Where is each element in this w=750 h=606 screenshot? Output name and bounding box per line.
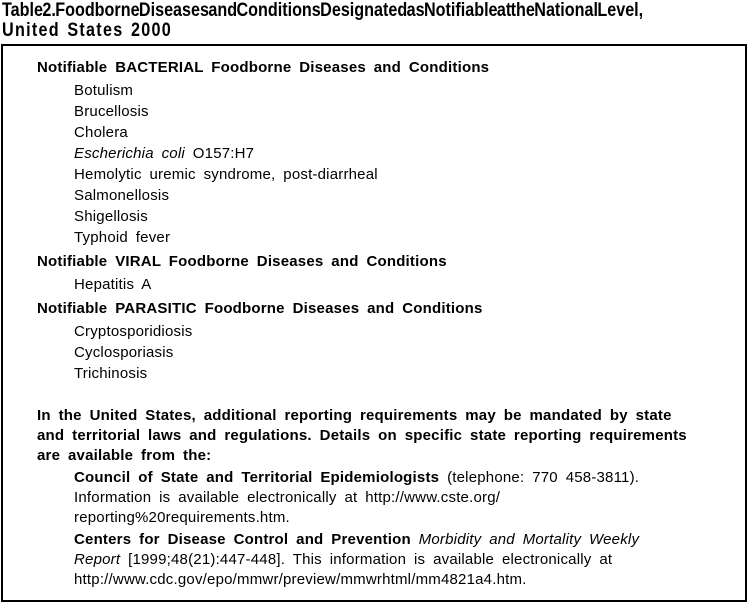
disease-item [37, 321, 741, 342]
org-name-bold: Council of State and Territorial Epidemiologists [74, 469, 440, 486]
title-line-2: United States 2000 [2, 20, 172, 41]
genus-species-italic: Escherichia coli [74, 145, 185, 162]
disease-item [37, 342, 741, 363]
journal-title-italic: Morbidity and Mortality Weekly [418, 531, 640, 548]
disease-label: Brucellosis [74, 103, 149, 120]
org-name-bold: Centers for Disease Control and Prevention [74, 531, 419, 548]
disease-label: Hepatitis A [74, 276, 152, 293]
disease-item [37, 227, 741, 248]
disease-label: Shigellosis [74, 208, 148, 225]
section-heading-viral: Notifiable VIRAL Foodborne Diseases and Conditions [37, 253, 447, 270]
disease-label: Cryptosporidiosis [74, 323, 193, 340]
disease-label: Typhoid fever [74, 229, 171, 246]
journal-title-italic: Report [74, 551, 121, 568]
url-text: http://www.cdc.gov/epo/mmwr/preview/mmwrhtml/mm4821a4.htm. [74, 571, 527, 588]
notifiable-table [1, 44, 747, 602]
disease-label: Cyclosporiasis [74, 344, 174, 361]
source-cdc [37, 530, 741, 590]
disease-item [37, 164, 741, 185]
text-line [74, 570, 741, 590]
section-heading-parasitic: Notifiable PARASITIC Foodborne Diseases and Conditions [37, 300, 483, 317]
disease-label: O157:H7 [184, 145, 255, 162]
source-cste [37, 468, 741, 528]
disease-item [37, 274, 741, 295]
disease-label: Hemolytic uremic syndrome, post-diarrheal [74, 166, 378, 183]
text-line: In the United States, additional reporting requirements may be mandated by state [37, 407, 672, 424]
disease-label: Salmonellosis [74, 187, 170, 204]
citation-text: [1999;48(21):447-448]. This information is available electronically at [120, 551, 613, 568]
text-line: are available from the: [37, 447, 212, 464]
disease-item [37, 206, 741, 227]
disease-label: Trichinosis [74, 365, 148, 382]
phone-text: (telephone: 770 458-3811). [439, 469, 640, 486]
disease-label: Cholera [74, 124, 128, 141]
text-line [74, 550, 741, 570]
text-line [74, 468, 741, 488]
page-title [2, 1, 750, 41]
title-line-1: Table 2. Foodborne Diseases and Conditions Designated as Notifiable at the National Level, [2, 0, 644, 21]
disease-item [37, 185, 741, 206]
disease-item [37, 122, 741, 143]
url-text: Information is available electronically at http://www.cste.org/ [74, 489, 501, 506]
disease-item [37, 80, 741, 101]
section-heading-bacterial: Notifiable BACTERIAL Foodborne Diseases and Conditions [37, 59, 490, 76]
text-line [74, 508, 741, 528]
text-line [74, 488, 741, 508]
text-line: and territorial laws and regulations. Details on specific state reporting requirements [37, 427, 687, 444]
disease-item [37, 101, 741, 122]
url-text: reporting%20requirements.htm. [74, 509, 290, 526]
disease-item [37, 143, 741, 164]
disease-label: Botulism [74, 82, 134, 99]
disease-item [37, 363, 741, 384]
text-line [74, 530, 741, 550]
note-paragraph [37, 406, 741, 466]
